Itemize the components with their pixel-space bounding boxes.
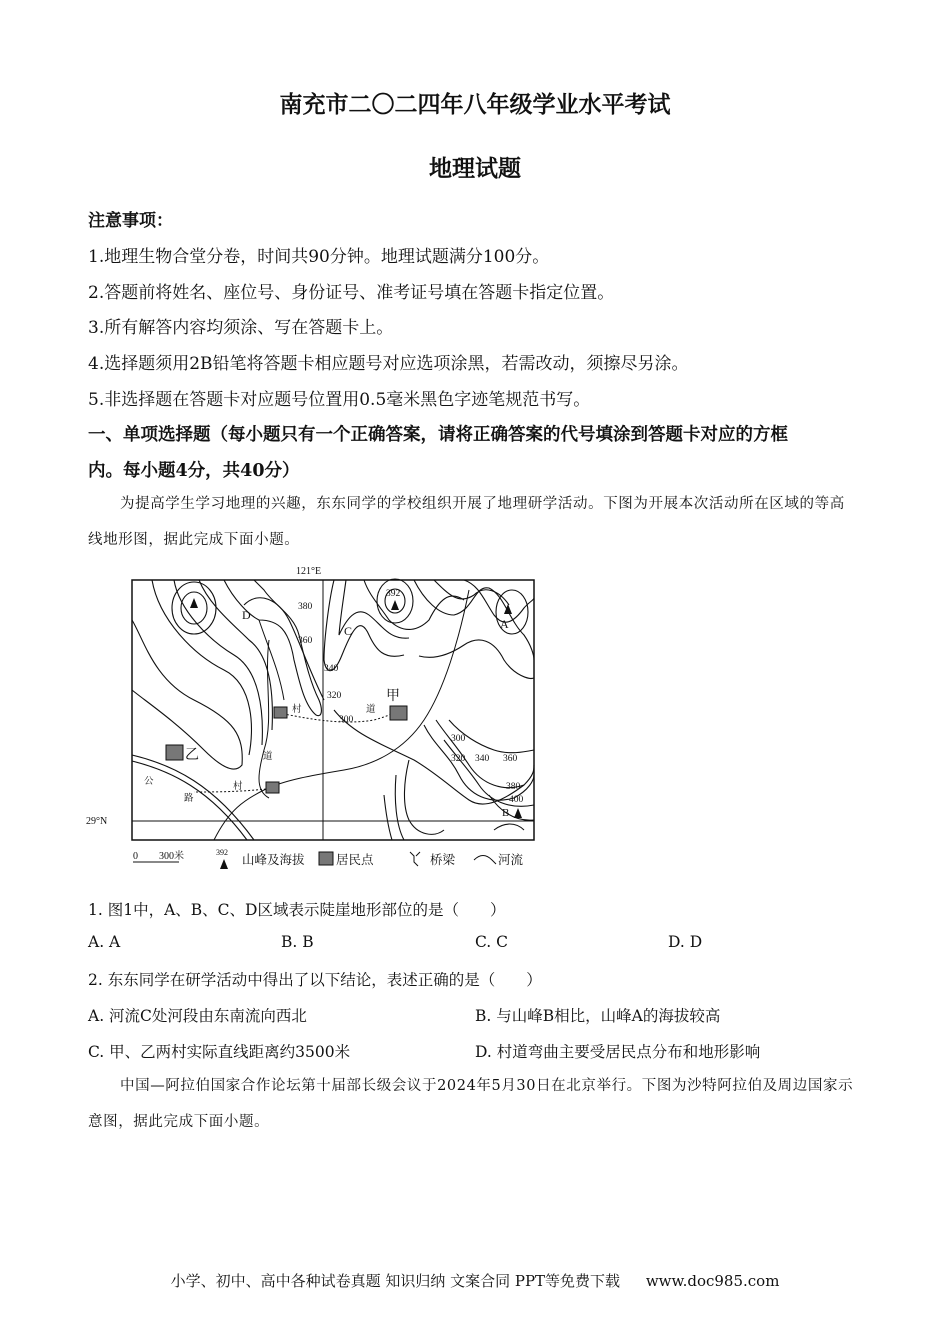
notice-heading: 注意事项：: [88, 211, 173, 231]
question-2-option-b[interactable]: B. 与山峰B相比，山峰A的海拔较高: [475, 1007, 721, 1025]
highway-label: 公: [144, 777, 154, 787]
contour-label: 360: [298, 636, 313, 646]
footer-text: 小学、初中、高中各种试卷真题 知识归纳 文案合同 PPT等免费下载: [170, 1272, 621, 1290]
question-1-option-b[interactable]: B. B: [281, 933, 314, 951]
road-label: 村: [292, 705, 302, 715]
point-b-label: B: [502, 807, 510, 819]
peak-elevation-label: 392: [386, 589, 401, 599]
peak-icon: [391, 600, 399, 610]
section-heading: 一、单项选择题（每小题只有一个正确答案，请将正确答案的代号填涂到答题卡对应的方框: [88, 425, 788, 445]
settlement-marker: [274, 707, 287, 718]
notice-item: 4.选择题须用2B铅笔将答题卡相应题号对应选项涂黑，若需改动，须擦尽另涂。: [88, 354, 689, 374]
question-2-option-d[interactable]: D. 村道弯曲主要受居民点分布和地形影响: [475, 1043, 761, 1061]
point-a-label: A: [500, 617, 509, 631]
contour-label: 320: [451, 754, 466, 764]
question-2-option-a[interactable]: A. 河流C处河段由东南流向西北: [88, 1007, 307, 1025]
village-roads: [194, 712, 400, 792]
notice-item: 3.所有解答内容均须涂、写在答题卡上。: [88, 318, 394, 338]
village-jia-label: 甲: [386, 689, 400, 704]
settlements: [166, 706, 407, 793]
highway-label: 路: [184, 794, 194, 804]
longitude-label: 121°E: [296, 566, 322, 577]
legend-peak-value: 392: [216, 848, 228, 857]
notice-item: 1.地理生物合堂分卷，时间共90分钟。地理试题满分100分。: [88, 247, 550, 267]
contour-label: 300: [339, 715, 354, 725]
legend-peak-label: 山峰及海拔: [242, 853, 305, 867]
contour-label: 380: [298, 602, 313, 612]
legend-settlement-label: 居民点: [336, 853, 374, 867]
intro-paragraph-2: 中国—阿拉伯国家合作论坛第十届部长级会议于2024年5月30日在北京举行。下图为沙特阿拉伯及周边国家示意图，据此完成下面小题。: [88, 1078, 854, 1130]
legend-river-label: 河流: [498, 853, 524, 867]
latitude-label: 29°N: [86, 816, 108, 827]
scale-label: 300米: [159, 851, 184, 862]
settlement-marker: [390, 706, 407, 720]
contour-label: 340: [475, 754, 490, 764]
settlement-marker: [166, 745, 183, 760]
point-c-label: C: [344, 624, 353, 638]
legend-peak-icon: [220, 859, 228, 869]
contour-label: 340: [324, 664, 339, 674]
intro-paragraph-1: 为提高学生学习地理的兴趣，东东同学的学校组织开展了地理研学活动。下图为开展本次活动所在区域的等高线地形图，据此完成下面小题。: [88, 496, 845, 548]
settlement-marker: [266, 782, 279, 793]
contour-map: [84, 560, 544, 875]
footer-url[interactable]: www.doc985.com: [645, 1272, 780, 1290]
section-heading-cont: 内。每小题4分，共40分）: [88, 461, 300, 481]
road-label: 村: [233, 782, 243, 792]
contour-label: 300: [451, 734, 466, 744]
road-label: 道: [366, 705, 376, 715]
page-footer: [0, 1270, 950, 1291]
contour-label: 380: [506, 782, 521, 792]
question-1-stem: 1. 图1中，A、B、C、D区域表示陡崖地形部位的是（ ）: [88, 901, 506, 919]
question-1-option-a[interactable]: A. A: [88, 933, 121, 951]
point-d-label: D: [242, 608, 251, 622]
legend-bridge-label: 桥梁: [430, 853, 456, 867]
scale-zero: 0: [133, 851, 138, 862]
exam-title: 南充市二〇二四年八年级学业水平考试: [279, 91, 671, 118]
contour-label: 360: [503, 754, 518, 764]
bridge-icon: [410, 852, 420, 866]
question-2-option-c[interactable]: C. 甲、乙两村实际直线距离约3500米: [88, 1043, 351, 1061]
question-1-option-c[interactable]: C. C: [475, 933, 509, 951]
peak-icon: [190, 598, 198, 608]
road-label: 道: [263, 752, 273, 762]
map-legend: [133, 848, 524, 869]
contour-label: 400: [509, 795, 524, 805]
village-yi-label: 乙: [185, 748, 199, 763]
legend-settlement-icon: [319, 852, 333, 865]
question-2-stem: 2. 东东同学在研学活动中得出了以下结论，表述正确的是（ ）: [88, 971, 542, 989]
notice-item: 2.答题前将姓名、座位号、身份证号、准考证号填在答题卡指定位置。: [88, 283, 615, 303]
contour-label: 320: [327, 691, 342, 701]
question-1-option-d[interactable]: D. D: [668, 933, 703, 951]
peak-icon: [514, 808, 522, 818]
subject-title: 地理试题: [429, 155, 521, 182]
notice-item: 5.非选择题在答题卡对应题号位置用0.5毫米黑色字迹笔规范书写。: [88, 390, 591, 410]
river-icon: [474, 856, 496, 865]
